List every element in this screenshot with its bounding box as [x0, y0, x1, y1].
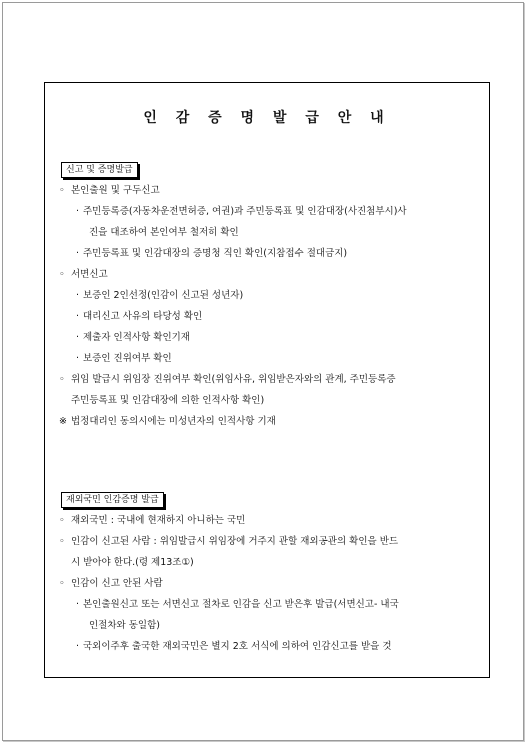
section-label-overseas: 재외국민 인감증명 발급 — [61, 492, 164, 508]
note-text: 법정대리인 동의시에는 미성년자의 인적사항 기재 — [71, 416, 276, 427]
list-item-continuation — [59, 222, 483, 243]
list-item-text: 인감이 신고된 사람 : 위임발급시 위임장에 거주지 관할 재외공관의 확인을 반드 — [71, 536, 399, 547]
list-item — [59, 306, 483, 327]
bullet-marker: · — [76, 248, 80, 259]
list-item-text: 보증인 진위여부 확인 — [83, 353, 172, 364]
bullet-marker: ◦ — [59, 374, 65, 385]
list-item — [59, 369, 483, 390]
bullet-marker: ◦ — [59, 578, 65, 589]
bullet-marker: · — [76, 206, 80, 217]
list-item-text: 서면신고 — [71, 269, 108, 280]
document-page — [2, 2, 524, 741]
list-item — [59, 348, 483, 369]
list-item — [59, 180, 483, 201]
bullet-marker: ◦ — [59, 515, 65, 526]
bullet-marker: · — [76, 641, 80, 652]
bullet-marker: · — [76, 599, 80, 610]
note-marker: ※ — [59, 416, 67, 427]
bullet-marker: · — [76, 290, 80, 301]
list-item — [59, 201, 483, 222]
list-item — [59, 327, 483, 348]
list-item-text: 제출자 인적사항 확인기재 — [83, 332, 190, 343]
list-item — [59, 573, 483, 594]
note-item — [59, 411, 483, 432]
section-registration — [59, 180, 483, 432]
list-item — [59, 636, 483, 657]
list-item-continuation — [59, 390, 483, 411]
bullet-marker: · — [76, 353, 80, 364]
list-item-text: 주민등록표 및 인감대장에 의한 인적사항 확인) — [71, 395, 265, 406]
list-item-text: 본인출원 및 구두신고 — [71, 185, 160, 196]
list-item — [59, 285, 483, 306]
list-item-continuation — [59, 552, 483, 573]
list-item-text: 국외이주후 출국한 재외국민은 별지 2호 서식에 의하여 인감신고를 받을 것 — [83, 641, 392, 652]
list-item-text: 진을 대조하여 본인여부 철저히 확인 — [89, 227, 239, 238]
list-item-text: 인절차와 동일함) — [89, 620, 160, 631]
list-item — [59, 243, 483, 264]
list-item — [59, 594, 483, 615]
bullet-marker: · — [76, 332, 80, 343]
list-item-text: 보증인 2인선정(인감이 신고된 성년자) — [83, 290, 244, 301]
list-item-text: 위임 발급시 위임장 진위여부 확인(위임사유, 위임받은자와의 관계, 주민등록증 — [71, 374, 396, 385]
list-item-text: 주민등록증(자동차운전면허증, 여권)과 주민등록표 및 인감대장(사진첨부시)사 — [83, 206, 407, 217]
list-item-text: 대리신고 사유의 타당성 확인 — [83, 311, 203, 322]
document-title: 인 감 증 명 발 급 안 내 — [143, 110, 391, 126]
bullet-marker: · — [76, 311, 80, 322]
list-item-continuation — [59, 615, 483, 636]
bullet-marker: ◦ — [59, 185, 65, 196]
section-overseas — [59, 510, 483, 657]
list-item — [59, 510, 483, 531]
bullet-marker: ◦ — [59, 269, 65, 280]
list-item-text: 인감이 신고 안된 사람 — [71, 578, 163, 589]
list-item-text: 주민등록표 및 인감대장의 증명청 직인 확인(지참접수 절대금지) — [83, 248, 348, 259]
bullet-marker: ◦ — [59, 536, 65, 547]
section-label-registration: 신고 및 증명발급 — [61, 162, 138, 178]
list-item-text: 본인출원신고 또는 서면신고 절차로 인감을 신고 받은후 발급(서면신고- 내국 — [83, 599, 399, 610]
list-item — [59, 264, 483, 285]
notice-box — [44, 82, 490, 678]
list-item-text: 시 받아야 한다.(령 제13조①) — [71, 557, 194, 568]
list-item — [59, 531, 483, 552]
list-item-text: 재외국민 : 국내에 현재하지 아니하는 국민 — [71, 515, 246, 526]
